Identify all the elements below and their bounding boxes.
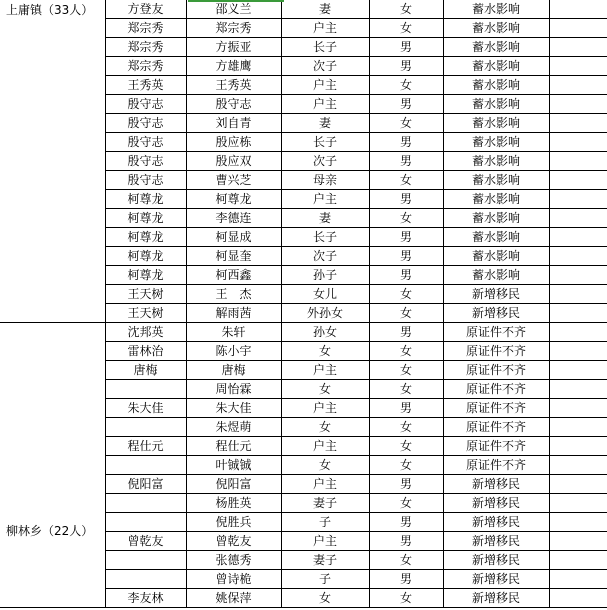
empty-cell[interactable] bbox=[549, 76, 607, 95]
empty-cell[interactable] bbox=[549, 228, 607, 247]
household-head-cell[interactable]: 殷守志 bbox=[105, 152, 186, 171]
member-name-cell[interactable]: 唐梅 bbox=[186, 361, 281, 380]
household-head-cell[interactable]: 曾乾友 bbox=[105, 532, 186, 551]
gender-cell[interactable]: 女 bbox=[369, 342, 443, 361]
household-head-cell[interactable]: 郑宗秀 bbox=[105, 57, 186, 76]
gender-cell[interactable]: 女 bbox=[369, 418, 443, 437]
household-head-cell[interactable]: 王天树 bbox=[105, 285, 186, 304]
reason-cell[interactable]: 蓄水影响 bbox=[443, 38, 549, 57]
reason-cell[interactable]: 新增移民 bbox=[443, 551, 549, 570]
empty-cell[interactable] bbox=[549, 247, 607, 266]
gender-cell[interactable]: 女 bbox=[369, 589, 443, 608]
member-name-cell[interactable]: 柯尊龙 bbox=[186, 190, 281, 209]
relation-cell[interactable]: 次子 bbox=[281, 247, 369, 266]
member-name-cell[interactable]: 王 杰 bbox=[186, 285, 281, 304]
relation-cell[interactable]: 长子 bbox=[281, 38, 369, 57]
member-name-cell[interactable]: 柯西鑫 bbox=[186, 266, 281, 285]
reason-cell[interactable]: 蓄水影响 bbox=[443, 0, 549, 19]
reason-cell[interactable]: 新增移民 bbox=[443, 513, 549, 532]
reason-cell[interactable]: 原证件不齐 bbox=[443, 342, 549, 361]
gender-cell[interactable]: 女 bbox=[369, 285, 443, 304]
gender-cell[interactable]: 男 bbox=[369, 190, 443, 209]
reason-cell[interactable]: 蓄水影响 bbox=[443, 19, 549, 38]
reason-cell[interactable]: 新增移民 bbox=[443, 475, 549, 494]
reason-cell[interactable]: 原证件不齐 bbox=[443, 380, 549, 399]
relation-cell[interactable]: 女儿 bbox=[281, 285, 369, 304]
empty-cell[interactable] bbox=[549, 38, 607, 57]
relation-cell[interactable]: 女 bbox=[281, 380, 369, 399]
relation-cell[interactable]: 孙女 bbox=[281, 323, 369, 342]
relation-cell[interactable]: 妻 bbox=[281, 0, 369, 19]
household-head-cell[interactable]: 殷守志 bbox=[105, 95, 186, 114]
household-head-cell[interactable]: 殷守志 bbox=[105, 171, 186, 190]
empty-cell[interactable] bbox=[549, 475, 607, 494]
household-head-cell[interactable]: 程仕元 bbox=[105, 437, 186, 456]
member-name-cell[interactable]: 柯显成 bbox=[186, 228, 281, 247]
member-name-cell[interactable]: 柯显奎 bbox=[186, 247, 281, 266]
relation-cell[interactable]: 长子 bbox=[281, 133, 369, 152]
empty-cell[interactable] bbox=[549, 57, 607, 76]
relation-cell[interactable]: 户主 bbox=[281, 361, 369, 380]
empty-cell[interactable] bbox=[549, 190, 607, 209]
relation-cell[interactable]: 户主 bbox=[281, 76, 369, 95]
gender-cell[interactable]: 男 bbox=[369, 247, 443, 266]
empty-cell[interactable] bbox=[549, 570, 607, 589]
household-head-cell[interactable] bbox=[105, 380, 186, 399]
household-head-cell[interactable]: 唐梅 bbox=[105, 361, 186, 380]
empty-cell[interactable] bbox=[549, 380, 607, 399]
member-name-cell[interactable]: 方雄鹰 bbox=[186, 57, 281, 76]
household-head-cell[interactable]: 柯尊龙 bbox=[105, 209, 186, 228]
empty-cell[interactable] bbox=[549, 152, 607, 171]
gender-cell[interactable]: 女 bbox=[369, 19, 443, 38]
empty-cell[interactable] bbox=[549, 418, 607, 437]
gender-cell[interactable]: 女 bbox=[369, 0, 443, 19]
gender-cell[interactable]: 女 bbox=[369, 361, 443, 380]
relation-cell[interactable]: 户主 bbox=[281, 475, 369, 494]
relation-cell[interactable]: 妻子 bbox=[281, 494, 369, 513]
gender-cell[interactable]: 女 bbox=[369, 114, 443, 133]
gender-cell[interactable]: 男 bbox=[369, 399, 443, 418]
gender-cell[interactable]: 男 bbox=[369, 152, 443, 171]
relation-cell[interactable]: 女 bbox=[281, 456, 369, 475]
empty-cell[interactable] bbox=[549, 114, 607, 133]
household-head-cell[interactable]: 方登友 bbox=[105, 0, 186, 19]
member-name-cell[interactable]: 邵义兰 bbox=[186, 0, 281, 19]
member-name-cell[interactable]: 陈小宇 bbox=[186, 342, 281, 361]
member-name-cell[interactable]: 杨胜英 bbox=[186, 494, 281, 513]
reason-cell[interactable]: 新增移民 bbox=[443, 570, 549, 589]
gender-cell[interactable]: 男 bbox=[369, 532, 443, 551]
household-head-cell[interactable]: 倪阳富 bbox=[105, 475, 186, 494]
gender-cell[interactable]: 女 bbox=[369, 551, 443, 570]
gender-cell[interactable]: 女 bbox=[369, 380, 443, 399]
member-name-cell[interactable]: 曾诗桅 bbox=[186, 570, 281, 589]
household-head-cell[interactable]: 郑宗秀 bbox=[105, 19, 186, 38]
member-name-cell[interactable]: 姚保萍 bbox=[186, 589, 281, 608]
empty-cell[interactable] bbox=[549, 456, 607, 475]
gender-cell[interactable]: 男 bbox=[369, 475, 443, 494]
empty-cell[interactable] bbox=[549, 399, 607, 418]
relation-cell[interactable]: 长子 bbox=[281, 228, 369, 247]
reason-cell[interactable]: 蓄水影响 bbox=[443, 247, 549, 266]
township-label: 柳林乡（22人） bbox=[6, 524, 94, 538]
relation-cell[interactable]: 户主 bbox=[281, 399, 369, 418]
household-head-cell[interactable] bbox=[105, 456, 186, 475]
township-cell[interactable] bbox=[0, 323, 105, 608]
empty-cell[interactable] bbox=[549, 133, 607, 152]
relation-cell[interactable]: 女 bbox=[281, 589, 369, 608]
member-name-cell[interactable]: 殷应双 bbox=[186, 152, 281, 171]
member-name-cell[interactable]: 方振亚 bbox=[186, 38, 281, 57]
gender-cell[interactable]: 女 bbox=[369, 304, 443, 323]
household-head-cell[interactable] bbox=[105, 570, 186, 589]
gender-cell[interactable]: 女 bbox=[369, 494, 443, 513]
household-head-cell[interactable] bbox=[105, 418, 186, 437]
household-head-cell[interactable] bbox=[105, 494, 186, 513]
reason-cell[interactable]: 蓄水影响 bbox=[443, 57, 549, 76]
empty-cell[interactable] bbox=[549, 589, 607, 608]
member-name-cell[interactable]: 倪阳富 bbox=[186, 475, 281, 494]
member-name-cell[interactable]: 殷应栋 bbox=[186, 133, 281, 152]
reason-cell[interactable]: 蓄水影响 bbox=[443, 133, 549, 152]
empty-cell[interactable] bbox=[549, 95, 607, 114]
member-name-cell[interactable]: 朱大佳 bbox=[186, 399, 281, 418]
household-head-cell[interactable] bbox=[105, 513, 186, 532]
reason-cell[interactable]: 蓄水影响 bbox=[443, 171, 549, 190]
gender-cell[interactable]: 女 bbox=[369, 76, 443, 95]
reason-cell[interactable]: 蓄水影响 bbox=[443, 209, 549, 228]
member-name-cell[interactable]: 刘自青 bbox=[186, 114, 281, 133]
relation-cell[interactable]: 外孙女 bbox=[281, 304, 369, 323]
reason-cell[interactable]: 原证件不齐 bbox=[443, 418, 549, 437]
member-name-cell[interactable]: 李德连 bbox=[186, 209, 281, 228]
empty-cell[interactable] bbox=[549, 513, 607, 532]
empty-cell[interactable] bbox=[549, 323, 607, 342]
reason-cell[interactable]: 新增移民 bbox=[443, 285, 549, 304]
relation-cell[interactable]: 孙子 bbox=[281, 266, 369, 285]
household-head-cell[interactable]: 王秀英 bbox=[105, 76, 186, 95]
empty-cell[interactable] bbox=[549, 361, 607, 380]
household-head-cell[interactable]: 殷守志 bbox=[105, 133, 186, 152]
relation-cell[interactable]: 母亲 bbox=[281, 171, 369, 190]
gender-cell[interactable]: 男 bbox=[369, 266, 443, 285]
empty-cell[interactable] bbox=[549, 494, 607, 513]
reason-cell[interactable]: 蓄水影响 bbox=[443, 152, 549, 171]
reason-cell[interactable]: 蓄水影响 bbox=[443, 190, 549, 209]
township-label: 上庸镇（33人） bbox=[6, 3, 94, 17]
gender-cell[interactable]: 男 bbox=[369, 513, 443, 532]
gender-cell[interactable]: 男 bbox=[369, 57, 443, 76]
member-name-cell[interactable]: 朱轩 bbox=[186, 323, 281, 342]
empty-cell[interactable] bbox=[549, 285, 607, 304]
household-head-cell[interactable]: 柯尊龙 bbox=[105, 266, 186, 285]
household-head-cell[interactable]: 郑宗秀 bbox=[105, 38, 186, 57]
reason-cell[interactable]: 新增移民 bbox=[443, 494, 549, 513]
member-name-cell[interactable]: 张德秀 bbox=[186, 551, 281, 570]
member-name-cell[interactable]: 程仕元 bbox=[186, 437, 281, 456]
gender-cell[interactable]: 女 bbox=[369, 209, 443, 228]
empty-cell[interactable] bbox=[549, 304, 607, 323]
household-head-cell[interactable]: 柯尊龙 bbox=[105, 228, 186, 247]
table-row bbox=[0, 323, 607, 342]
gender-cell[interactable]: 男 bbox=[369, 228, 443, 247]
empty-cell[interactable] bbox=[549, 171, 607, 190]
relation-cell[interactable]: 子 bbox=[281, 513, 369, 532]
empty-cell[interactable] bbox=[549, 342, 607, 361]
gender-cell[interactable]: 男 bbox=[369, 95, 443, 114]
gender-cell[interactable]: 女 bbox=[369, 456, 443, 475]
member-name-cell[interactable]: 郑宗秀 bbox=[186, 19, 281, 38]
reason-cell[interactable]: 新增移民 bbox=[443, 532, 549, 551]
member-name-cell[interactable]: 朱煜萌 bbox=[186, 418, 281, 437]
empty-cell[interactable] bbox=[549, 19, 607, 38]
relation-cell[interactable]: 户主 bbox=[281, 437, 369, 456]
relation-cell[interactable]: 妻 bbox=[281, 114, 369, 133]
reason-cell[interactable]: 蓄水影响 bbox=[443, 266, 549, 285]
household-head-cell[interactable]: 殷守志 bbox=[105, 114, 186, 133]
gender-cell[interactable]: 男 bbox=[369, 570, 443, 589]
table-row bbox=[0, 0, 607, 19]
relation-cell[interactable]: 户主 bbox=[281, 95, 369, 114]
household-head-cell[interactable] bbox=[105, 551, 186, 570]
relation-cell[interactable]: 妻子 bbox=[281, 551, 369, 570]
empty-cell[interactable] bbox=[549, 266, 607, 285]
household-head-cell[interactable]: 雷林治 bbox=[105, 342, 186, 361]
member-name-cell[interactable]: 殷守志 bbox=[186, 95, 281, 114]
reason-cell[interactable]: 新增移民 bbox=[443, 589, 549, 608]
empty-cell[interactable] bbox=[549, 209, 607, 228]
member-name-cell[interactable]: 曾乾友 bbox=[186, 532, 281, 551]
reason-cell[interactable]: 新增移民 bbox=[443, 304, 549, 323]
gender-cell[interactable]: 男 bbox=[369, 38, 443, 57]
relation-cell[interactable]: 户主 bbox=[281, 532, 369, 551]
gender-cell[interactable]: 女 bbox=[369, 437, 443, 456]
household-head-cell[interactable]: 李友林 bbox=[105, 589, 186, 608]
empty-cell[interactable] bbox=[549, 532, 607, 551]
reason-cell[interactable]: 蓄水影响 bbox=[443, 114, 549, 133]
household-head-cell[interactable]: 柯尊龙 bbox=[105, 247, 186, 266]
reason-cell[interactable]: 原证件不齐 bbox=[443, 399, 549, 418]
member-name-cell[interactable]: 周怡霖 bbox=[186, 380, 281, 399]
township-cell[interactable] bbox=[0, 0, 105, 323]
empty-cell[interactable] bbox=[549, 551, 607, 570]
selected-cell-border bbox=[188, 0, 284, 2]
member-name-cell[interactable]: 叶铖铖 bbox=[186, 456, 281, 475]
reason-cell[interactable]: 原证件不齐 bbox=[443, 361, 549, 380]
reason-cell[interactable]: 原证件不齐 bbox=[443, 437, 549, 456]
relation-cell[interactable]: 妻 bbox=[281, 209, 369, 228]
relation-cell[interactable]: 次子 bbox=[281, 152, 369, 171]
gender-cell[interactable]: 女 bbox=[369, 171, 443, 190]
reason-cell[interactable]: 蓄水影响 bbox=[443, 228, 549, 247]
member-name-cell[interactable]: 王秀英 bbox=[186, 76, 281, 95]
relation-cell[interactable]: 子 bbox=[281, 570, 369, 589]
household-head-cell[interactable]: 王天树 bbox=[105, 304, 186, 323]
reason-cell[interactable]: 蓄水影响 bbox=[443, 76, 549, 95]
reason-cell[interactable]: 蓄水影响 bbox=[443, 95, 549, 114]
relation-cell[interactable]: 女 bbox=[281, 418, 369, 437]
empty-cell[interactable] bbox=[549, 437, 607, 456]
relation-cell[interactable]: 次子 bbox=[281, 57, 369, 76]
relation-cell[interactable]: 户主 bbox=[281, 19, 369, 38]
gender-cell[interactable]: 男 bbox=[369, 323, 443, 342]
reason-cell[interactable]: 原证件不齐 bbox=[443, 323, 549, 342]
gender-cell[interactable]: 男 bbox=[369, 133, 443, 152]
reason-cell[interactable]: 原证件不齐 bbox=[443, 456, 549, 475]
relation-cell[interactable]: 户主 bbox=[281, 190, 369, 209]
household-head-cell[interactable]: 朱大佳 bbox=[105, 399, 186, 418]
household-head-cell[interactable]: 沈邦英 bbox=[105, 323, 186, 342]
empty-cell[interactable] bbox=[549, 0, 607, 19]
member-name-cell[interactable]: 曹兴芝 bbox=[186, 171, 281, 190]
member-name-cell[interactable]: 解雨茜 bbox=[186, 304, 281, 323]
household-head-cell[interactable]: 柯尊龙 bbox=[105, 190, 186, 209]
member-name-cell[interactable]: 倪胜兵 bbox=[186, 513, 281, 532]
relation-cell[interactable]: 女 bbox=[281, 342, 369, 361]
